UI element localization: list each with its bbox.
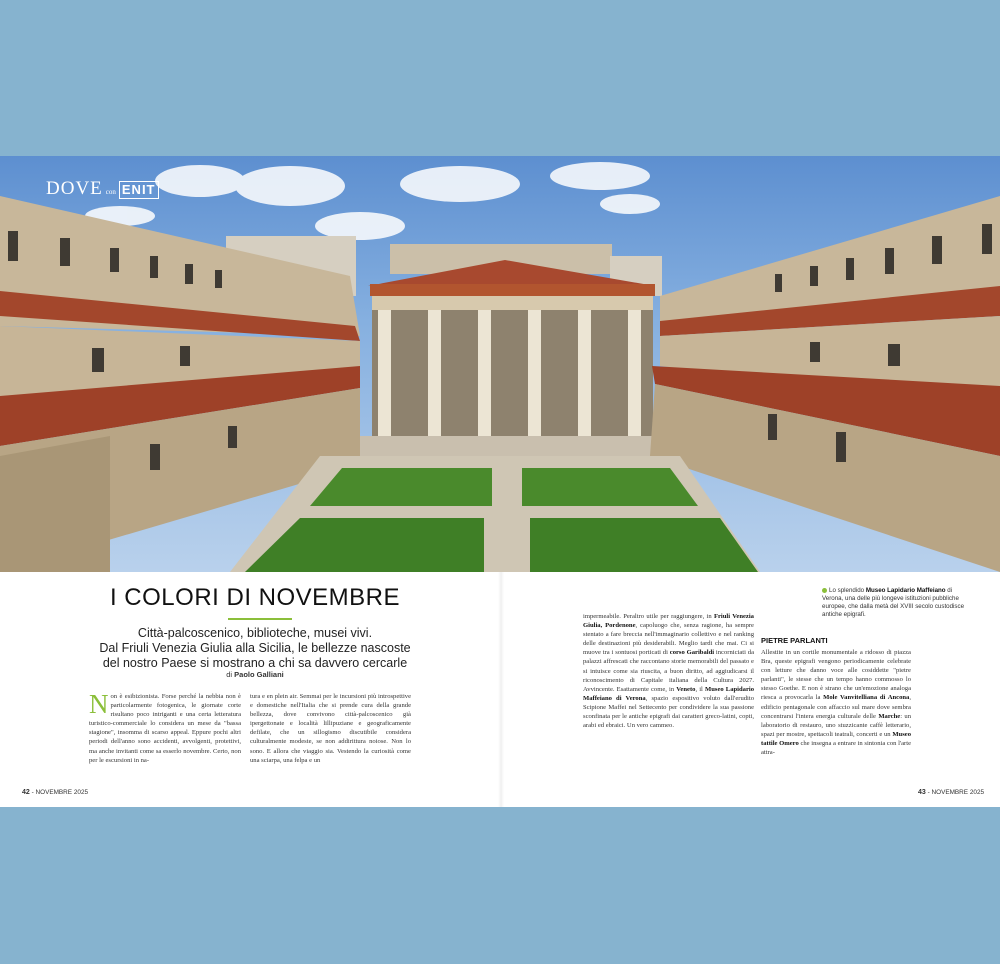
text-segment: incorniciati da palazzi affrescati che raccontano storie memorabili del passato e si intuisce come sia riuscita, a buon diritto, ad aggiudicarsi il riconoscimento di Capitale italiana della Cultura 2027. Avvincente. Esattamente come, in [583, 649, 754, 693]
bold-segment: Museo tattile Omero [761, 730, 911, 747]
body-column-4 [761, 648, 911, 778]
subtitle-line-3: del nostro Paese si mostrano a chi sa davvero cercarle [102, 656, 408, 670]
subtitle-line-1: Città-palcoscenico, biblioteche, musei vivi. [137, 626, 373, 640]
text-segment: : un laboratorio di restauro, uno stuzzicante caffè letterario, spazi per mostre, spettacoli teatrali, concerti e un [761, 712, 911, 738]
courtyard-photo [0, 156, 1000, 572]
text-segment: , il [695, 685, 705, 693]
bold-segment: Museo Lapidario Maffeiano di Verona [583, 685, 754, 702]
logo-enit: ENIT [119, 181, 159, 199]
caption-prefix: Lo splendido [829, 587, 866, 594]
drop-cap: N [89, 692, 109, 719]
page-number-right [918, 789, 984, 796]
magazine-logo [46, 178, 159, 200]
museum-courtyard-illustration [0, 156, 1000, 572]
body-column-2: tura e en plein air. Semmai per le incursioni più introspettive e domestiche nell'Italia che si prende cura della grande bellezza, dove convivono città-palcoscenico già ipergettonate e località lillipuziane e geograficamente defilate, che un sillogismo discutibile considera culturalmente modeste, se non addirittura noiose. Non lo sono. E allora che viaggio sia. Vestendo la curiosità come una sciarpa, una felpa e un [250, 693, 411, 764]
folio-right-text: - NOVEMBRE 2025 [927, 789, 985, 796]
byline-prefix: di [226, 670, 233, 679]
page-number-43: 43 [918, 789, 926, 796]
author-name: Paolo Galliani [234, 670, 284, 679]
text-segment: Allestite in un cortile monumentale a ridosso di piazza Bra, queste epigrafi vengono periodicamente celebrate con letture che danno voce alle cosiddette "pietre parlanti", le stesse che un tempo hanno commosso lo stesso Goethe. E non è strano che un'emozione analoga riesca a provocarla la [761, 649, 911, 702]
title-underline [228, 618, 292, 620]
page-gutter [498, 572, 504, 807]
section-heading: PIETRE PARLANTI [761, 636, 828, 645]
magazine-spread [0, 156, 1000, 807]
body-column-1 [89, 692, 241, 778]
bold-segment: Marche [878, 712, 901, 720]
text-segment: che insegna a entrare in sintonia con l'arte attra- [761, 739, 911, 757]
bold-segment: corso Garibaldi [669, 649, 715, 657]
logo-con: con [105, 188, 116, 196]
article-subtitle [60, 626, 450, 671]
article-title: I COLORI DI NOVEMBRE [109, 584, 401, 611]
caption-bold: Museo Lapidario Maffeiano [865, 587, 946, 594]
bold-segment: Mole Vanvitelliana di Ancona [823, 694, 910, 702]
logo-dove: DOVE [46, 178, 103, 199]
text-segment: , edificio pentagonale con affaccio sul mare dove sembra concentrarsi l'intera energia culturale delle [761, 694, 911, 720]
folio-left-text: - NOVEMBRE 2025 [31, 789, 89, 796]
page-number-42: 42 [22, 789, 30, 796]
body-column-3 [583, 612, 754, 778]
subtitle-line-2: Dal Friuli Venezia Giulia alla Sicilia, le bellezze nascoste [99, 641, 411, 655]
bold-segment: Veneto [676, 685, 696, 693]
col1-text: on è esibizionista. Forse perché la nebbia non è particolarmente fotogenica, le giornate corte risultano poco intriganti e una certa letteratura turistico-commerciale lo considera un mese da "bassa stagione", insomma di scarso appeal. Eppure pochi altri periodi dell'anno sono accidenti, avvolgenti, protettivi, ma anche invitanti come sa esserlo novembre. Certo, non per le escursioni in na- [89, 693, 241, 764]
text-segment: impermeabile. Peraltro utile per raggiungere, in [583, 613, 714, 620]
bold-segment: Friuli Venezia Giulia, Pordenone [583, 613, 754, 630]
text-segment: , spazio espositivo voluto dall'erudito Scipione Maffei nel Settecento per condividere la sua passione sconfinata per le antiche epigrafi dai caratteri greco-latini, copti, arabi ed ebraici. Un vero cammeo. [583, 694, 754, 730]
byline [60, 670, 450, 679]
caption-rest: di Verona, una delle più longeve istituzioni pubbliche europee, che dalla metà del XVIII secolo custodisce antiche epigrafi. [822, 587, 965, 618]
photo-caption [822, 587, 972, 619]
caption-bullet-icon [822, 588, 827, 593]
page-number-left [22, 789, 88, 796]
text-segment: , capoluogo che, senza ragione, ha sempre stentato a fare breccia nell'immaginario collettivo e nel ranking delle destinazioni più desiderabili. Meglio tardi che mai. Ci si muove tra i sontuosi porticati di [583, 622, 754, 657]
